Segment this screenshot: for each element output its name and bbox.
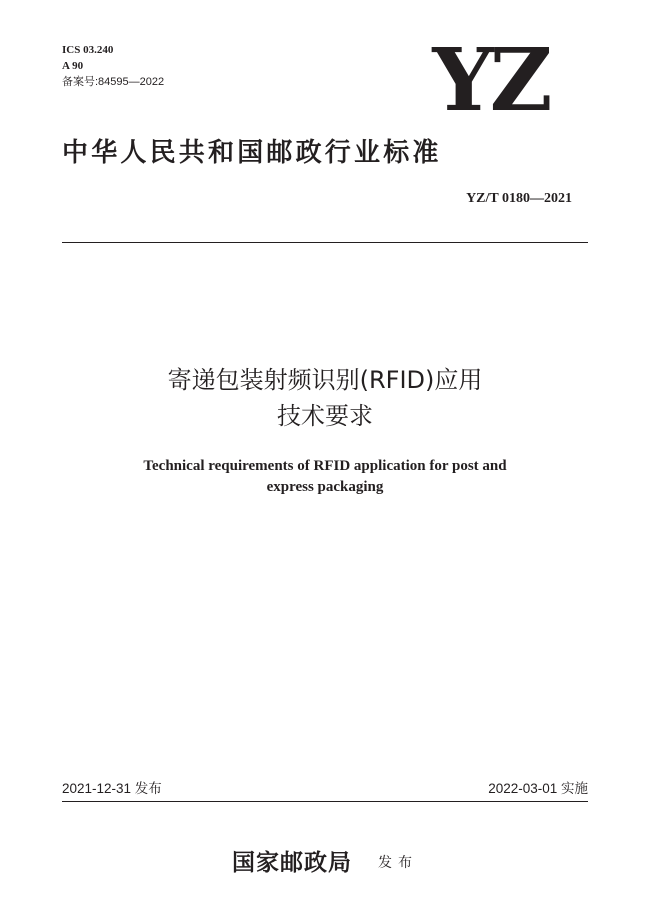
- top-divider: [62, 242, 588, 243]
- standard-number: YZ/T 0180—2021: [466, 191, 572, 206]
- bottom-divider: [62, 801, 588, 802]
- publish-date: 2021-12-31 发布: [62, 781, 162, 796]
- title-en-line1: Technical requirements of RFID application for post and: [143, 458, 507, 474]
- issuer: [0, 844, 650, 877]
- title-zh-line2: 技术要求: [277, 402, 373, 430]
- document-title-en: [0, 456, 650, 498]
- title-zh-line1: 寄递包装射频识别(RFID)应用: [167, 366, 483, 394]
- implement-date: 2022-03-01 实施: [488, 781, 588, 796]
- issuer-organization: 国家邮政局: [232, 849, 352, 876]
- ccs-code: A 90: [62, 60, 84, 72]
- filing-number: 备案号:84595—2022: [62, 76, 165, 88]
- yz-logo: YZ: [432, 30, 549, 131]
- standard-category-title: 中华人民共和国邮政行业标准: [62, 138, 442, 168]
- document-title-zh: [0, 362, 650, 434]
- ics-code: ICS 03.240: [62, 44, 114, 56]
- issuer-action: 发布: [378, 855, 418, 871]
- title-en-line2: express packaging: [266, 479, 384, 495]
